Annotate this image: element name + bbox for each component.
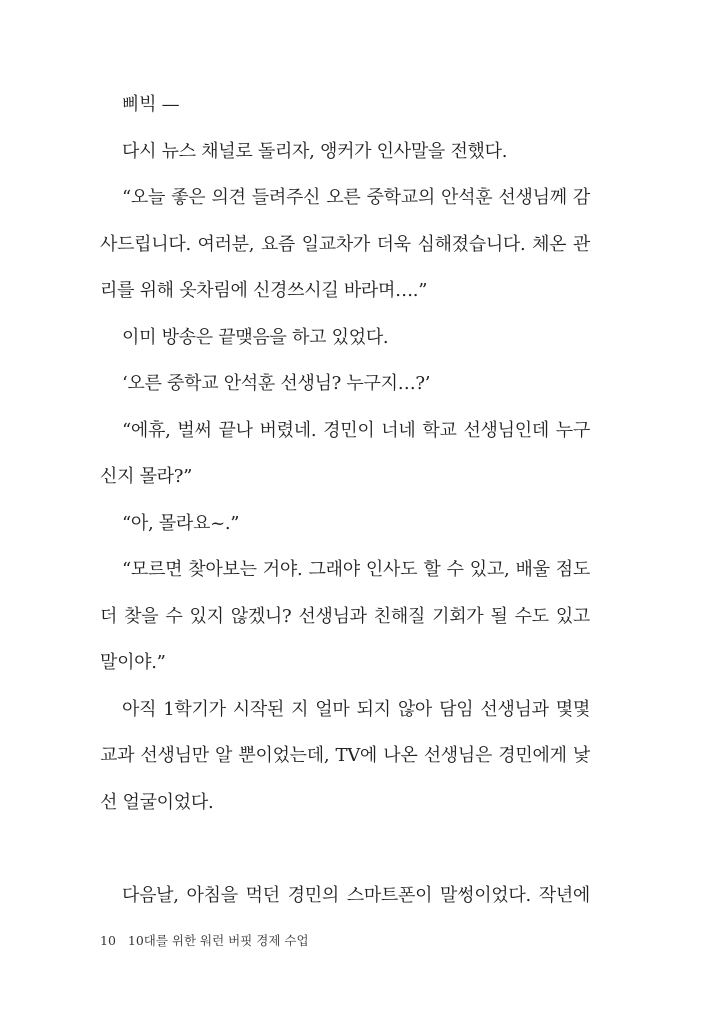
text-line: “아, 몰라요~.” bbox=[122, 512, 240, 534]
text-line: 신지 몰라?” bbox=[100, 466, 193, 487]
text-line: “오늘 좋은 의견 들려주신 오른 중학교의 안석훈 선생님께 감 bbox=[122, 187, 590, 208]
text-line: 삐빅 — bbox=[122, 94, 180, 115]
text-line: 다음날, 아침을 먹던 경민의 스마트폰이 말썽이었다. 작년에 bbox=[122, 884, 590, 906]
text-line: “모르면 찾아보는 거야. 그래야 인사도 할 수 있고, 배울 점도 bbox=[122, 559, 590, 580]
body-text bbox=[100, 82, 590, 919]
page-number: 10 bbox=[100, 933, 116, 948]
text-line: 다시 뉴스 채널로 돌리자, 앵커가 인사말을 전했다. bbox=[122, 140, 508, 162]
text-line: 선 얼굴이었다. bbox=[100, 791, 214, 813]
paragraph-gap bbox=[100, 826, 590, 873]
text-line: 아직 1학기가 시작된 지 얼마 되지 않아 담임 선생님과 몇몇 bbox=[122, 698, 590, 720]
page-footer bbox=[100, 931, 309, 949]
text-line: “에휴, 벌써 끝나 버렸네. 경민이 너네 학교 선생님인데 누구 bbox=[122, 419, 590, 441]
running-title: 10대를 위한 워런 버핏 경제 수업 bbox=[127, 933, 309, 948]
text-line: 더 찾을 수 있지 않겠니? 선생님과 친해질 기회가 될 수도 있고 bbox=[100, 605, 590, 627]
text-line: 교과 선생님만 알 뿐이었는데, TV에 나온 선생님은 경민에게 낯 bbox=[100, 745, 590, 766]
text-line: 사드립니다. 여러분, 요즘 일교차가 더욱 심해졌습니다. 체온 관 bbox=[100, 233, 590, 255]
text-line: 말이야.” bbox=[100, 652, 166, 673]
text-line: 리를 위해 옷차림에 신경쓰시길 바라며….” bbox=[100, 280, 428, 301]
text-line: ‘오른 중학교 안석훈 선생님? 누구지…?’ bbox=[122, 373, 431, 394]
text-line: 이미 방송은 끝맺음을 하고 있었다. bbox=[122, 326, 389, 348]
